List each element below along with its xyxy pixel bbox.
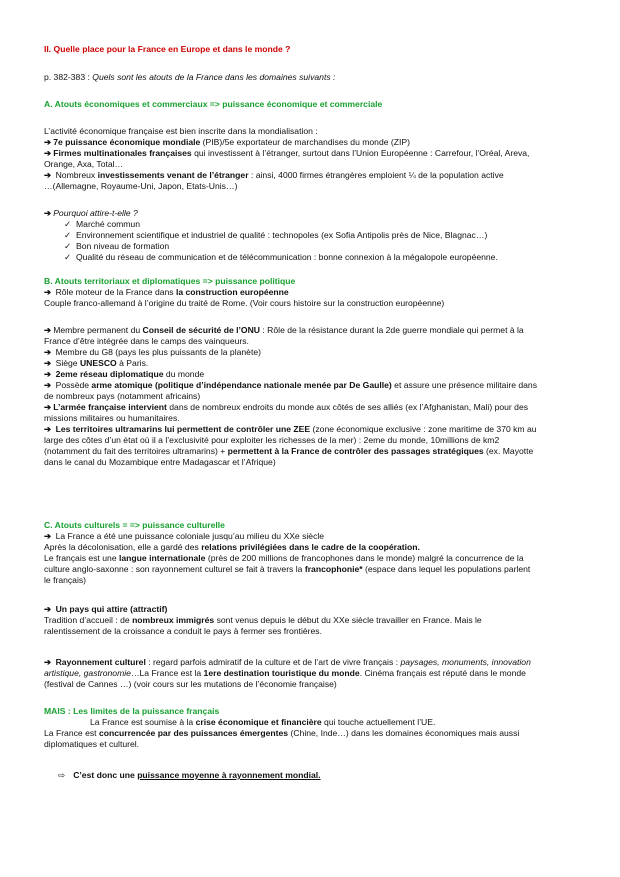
arrow-icon: ➔ xyxy=(44,424,52,434)
list-item: ➔ Un pays qui attire (attractif) xyxy=(44,604,168,614)
list-item: ➔ Firmes multinationales françaises qui investissent à l’étranger, surtout dans l’Union Européenne : Carrefour, l’Oréal, Areva, xyxy=(44,148,530,158)
arrow-icon: ➔ xyxy=(44,347,52,357)
list-item: ➔ La France a été une puissance coloniale jusqu’au milieu du XXe siècle xyxy=(44,531,325,541)
paragraph: La France est concurrencée par des puissances émergentes (Chine, Inde…) dans les domaines économiques mais aussi xyxy=(44,728,520,738)
list-item: Orange, Axa, Total… xyxy=(44,159,124,169)
arrow-icon: ➔ xyxy=(44,657,52,667)
arrow-icon: ⇨ xyxy=(58,770,66,780)
subsection-heading: A. Atouts économiques et commerciaux => puissance économique et commerciale xyxy=(44,99,383,109)
check-icon: ✓ xyxy=(64,230,72,240)
section-heading: II. Quelle place pour la France en Europe et dans le monde ? xyxy=(44,44,291,54)
arrow-icon: ➔ xyxy=(44,287,52,297)
subsection-heading: MAIS : Les limites de la puissance français xyxy=(44,706,220,716)
paragraph: La France est soumise à la crise économique et financière qui touche actuellement l’UE. xyxy=(90,717,436,727)
check-item: ✓ Marché commun xyxy=(64,219,140,229)
arrow-icon: ➔ xyxy=(44,148,52,158)
arrow-icon: ➔ xyxy=(44,137,52,147)
list-item: de nombreux pays (notamment africains) xyxy=(44,391,201,401)
subsection-heading: C. Atouts culturels = => puissance culturelle xyxy=(44,520,225,530)
arrow-icon: ➔ xyxy=(44,604,52,614)
list-item: (notamment du fait des territoires ultramarins) + permettent à la France de contrôler des passages stratégiques (ex. Mayotte xyxy=(44,446,534,456)
paragraph: Le français est une langue internationale (près de 200 millions de francophones dans le monde) malgré la concurrence de la xyxy=(44,553,524,563)
check-icon: ✓ xyxy=(64,241,72,251)
list-item: ➔ Rôle moteur de la France dans la construction européenne xyxy=(44,287,289,297)
paragraph: Après la décolonisation, elle a gardé des relations privilégiées dans le cadre de la coopération. xyxy=(44,542,420,552)
arrow-icon: ➔ xyxy=(44,208,52,218)
check-icon: ✓ xyxy=(64,252,72,262)
arrow-icon: ➔ xyxy=(44,531,52,541)
subsection-heading: B. Atouts territoriaux et diplomatiques => puissance politique xyxy=(44,276,296,286)
paragraph: Couple franco-allemand à l’origine du traité de Rome. (Voir cours histoire sur la construction européenne) xyxy=(44,298,445,308)
check-item: ✓ Bon niveau de formation xyxy=(64,241,170,251)
list-item: ➔ Pourquoi attire-t-elle ? xyxy=(44,208,138,218)
list-item: artistique, gastronomie…La France est la 1ere destination touristique du monde. Cinéma français est réputé dans le monde xyxy=(44,668,526,678)
list-item: …(Allemagne, Royaume-Uni, Japon, Etats-Unis…) xyxy=(44,181,238,191)
list-item: ➔ Nombreux investissements venant de l’étranger : ainsi, 4000 firmes étrangères emploient ¼ de la population active xyxy=(44,170,504,180)
check-item: ✓ Environnement scientifique et industriel de qualité : technopoles (ex Sofia Antipolis près de Nice, Blagnac…) xyxy=(64,230,488,240)
paragraph: ralentissement de la croissance a conduit le pays à fermer ses frontières. xyxy=(44,626,322,636)
list-item: large des côtes d’un état où il a l’exclusivité pour exploiter les richesses de la mer) : 2eme du monde, 10millions de km2 xyxy=(44,435,500,445)
paragraph: L’activité économique française est bien inscrite dans la mondialisation : xyxy=(44,126,318,136)
check-item: ✓ Qualité du réseau de communication et de télécommunication : bonne connexion à la mégalopole européenne. xyxy=(64,252,498,262)
arrow-icon: ➔ xyxy=(44,358,52,368)
check-icon: ✓ xyxy=(64,219,72,229)
list-item: ➔ Rayonnement culturel : regard parfois admiratif de la culture et de l’art de vivre français : paysages, monuments, innovation xyxy=(44,657,531,667)
list-item: dans le canal du Mozambique entre Madagascar et l’Afrique) xyxy=(44,457,276,467)
list-item: ➔ Les territoires ultramarins lui permettent de contrôler une ZEE (zone économique exclusive : zone maritime de 370 km au xyxy=(44,424,537,434)
list-item: France d’être intégrée dans le camps des vainqueurs. xyxy=(44,336,249,346)
arrow-icon: ➔ xyxy=(44,325,52,335)
arrow-icon: ➔ xyxy=(44,170,52,180)
paragraph: diplomatiques et culturel. xyxy=(44,739,140,749)
paragraph: Tradition d’accueil : de nombreux immigrés sont venus depuis le début du XXe siècle travailler en France. Mais le xyxy=(44,615,482,625)
list-item: ➔ L’armée française intervient dans de nombreux endroits du monde aux côtés de ses alliés (ex l’Afghanistan, Mali) pour des xyxy=(44,402,529,412)
arrow-icon: ➔ xyxy=(44,369,52,379)
list-item: missions militaires ou humanitaires. xyxy=(44,413,180,423)
arrow-icon: ➔ xyxy=(44,402,52,412)
list-item: (festival de Cannes …) (voir cours sur les mutations de l’économie française) xyxy=(44,679,337,689)
arrow-icon: ➔ xyxy=(44,380,52,390)
list-item: ➔ 2eme réseau diplomatique du monde xyxy=(44,369,205,379)
paragraph: culture anglo-saxonne : son rayonnement culturel se fait à travers la francophonie* (espace dans lequel les populations parlent xyxy=(44,564,531,574)
list-item: ➔ Possède arme atomique (politique d’indépendance nationale menée par De Gaulle) et assure une présence militaire dans xyxy=(44,380,538,390)
list-item: ➔ 7e puissance économique mondiale (PIB)/5e exportateur de marchandises du monde (ZIP) xyxy=(44,137,410,147)
list-item: ➔ Membre permanent du Conseil de sécurité de l’ONU : Rôle de la résistance durant la 2de guerre mondiale qui permet à la xyxy=(44,325,524,335)
paragraph: p. 382-383 : Quels sont les atouts de la France dans les domaines suivants : xyxy=(44,72,336,82)
paragraph: le français) xyxy=(44,575,87,585)
conclusion: ⇨ C’est donc une puissance moyenne à rayonnement mondial. xyxy=(58,770,321,780)
list-item: ➔ Membre du G8 (pays les plus puissants de la planète) xyxy=(44,347,261,357)
list-item: ➔ Siège UNESCO à Paris. xyxy=(44,358,149,368)
